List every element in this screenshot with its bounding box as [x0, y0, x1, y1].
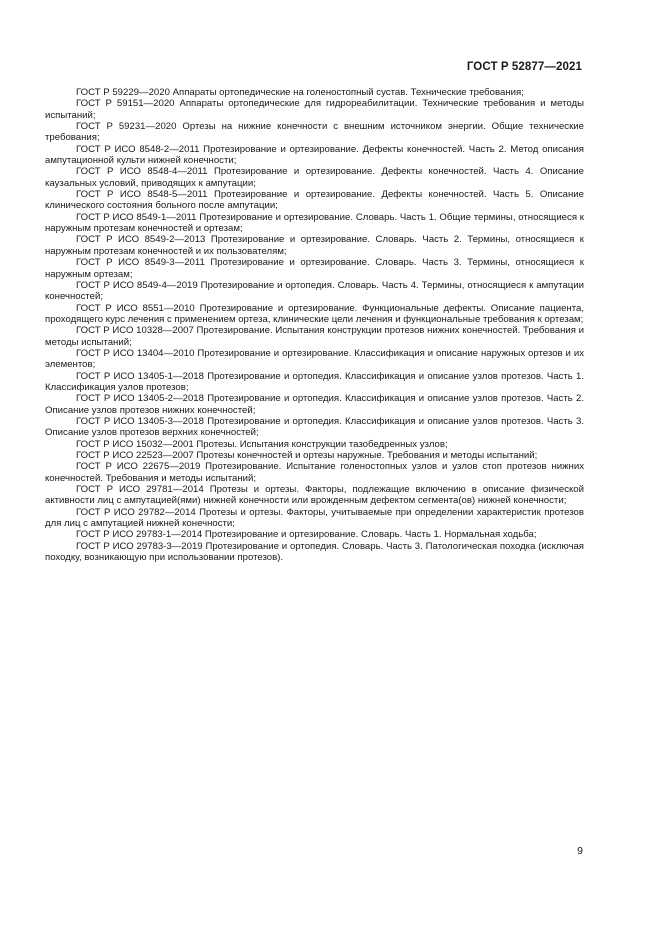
reference-item: ГОСТ Р ИСО 29782—2014 Протезы и ортезы. Факторы, учитываемые при определении характеристик протезов для лиц с ампутацией нижней конечности; — [45, 506, 584, 530]
reference-item: ГОСТ Р ИСО 22675—2019 Протезирование. Испытание голеностопных узлов и узлов стоп протезов нижних конечностей. Требования и методы испытаний; — [45, 461, 584, 484]
reference-item: ГОСТ Р ИСО 15032—2001 Протезы. Испытания конструкции тазобедренных узлов; — [76, 438, 448, 450]
reference-item: ГОСТ Р ИСО 29783-3—2019 Протезирование и ортопедия. Словарь. Часть 3. Патологическая походка (исключая походку, возникающую при использовании протезов). — [45, 540, 584, 564]
reference-item: ГОСТ Р ИСО 13404—2010 Протезирование и ортезирование. Классификация и описание наружных ортезов и их элементов; — [45, 347, 584, 371]
standard-code: ГОСТ Р 52877—2021 — [466, 61, 582, 73]
reference-item: ГОСТ Р ИСО 8548-2—2011 Протезирование и ортезирование. Дефекты конечностей. Часть 2. Метод описания ампутационной культи нижней конечности; — [45, 143, 584, 167]
reference-item: ГОСТ Р 59151—2020 Аппараты ортопедические для гидрореабилитации. Технические требования и методы испытаний; — [45, 98, 584, 121]
reference-item: ГОСТ Р ИСО 8548-5—2011 Протезирование и ортезирование. Дефекты конечностей. Часть 5. Описание клинического состояния больного после ампутации; — [45, 189, 584, 212]
reference-item: ГОСТ Р ИСО 8551—2010 Протезирование и ортезирование. Функциональные дефекты. Описание пациента, проходящего курс лечения с применением ортеза, клинические цели лечения и функциональные требования к ортезам; — [45, 302, 584, 325]
reference-item: ГОСТ Р ИСО 8549-1—2011 Протезирование и ортезирование. Словарь. Часть 1. Общие термины, относящиеся к наружным протезам конечностей и ортезам; — [45, 211, 584, 235]
page-number: 9 — [577, 845, 583, 857]
references-list — [45, 87, 584, 563]
reference-item: ГОСТ Р ИСО 8549-4—2019 Протезирование и ортопедия. Словарь. Часть 4. Термины, относящиеся к ампутации конечностей; — [45, 279, 584, 303]
reference-item: ГОСТ Р ИСО 13405-2—2018 Протезирование и ортопедия. Классификация и описание узлов протезов. Часть 2. Описание узлов протезов нижних конечностей; — [45, 393, 584, 416]
reference-item: ГОСТ Р ИСО 8548-4—2011 Протезирование и ортезирование. Дефекты конечностей. Часть 4. Описание каузальных условий, приводящих к ампутации; — [45, 166, 584, 189]
reference-item: ГОСТ Р 59229—2020 Аппараты ортопедические на голеностопный сустав. Технические требования; — [76, 87, 524, 98]
reference-item: ГОСТ Р ИСО 29783-1—2014 Протезирование и ортезирование. Словарь. Часть 1. Нормальная ходьба; — [76, 529, 537, 541]
reference-item: ГОСТ Р ИСО 29781—2014 Протезы и ортезы. Факторы, подлежащие включению в описание физической активности лиц с ампутацией(ями) нижней конечности или врожденным дефектом сегмента(ов) нижней конечности; — [45, 484, 584, 507]
reference-item: ГОСТ Р 59231—2020 Ортезы на нижние конечности с внешним источником энергии. Общие технические требования; — [45, 121, 584, 144]
reference-item: ГОСТ Р ИСО 8549-3—2011 Протезирование и ортезирование. Словарь. Часть 3. Термины, относящиеся к наружным ортезам; — [45, 257, 584, 280]
reference-item: ГОСТ Р ИСО 13405-1—2018 Протезирование и ортопедия. Классификация и описание узлов протезов. Часть 1. Классификация узлов протезов; — [45, 370, 584, 393]
reference-item: ГОСТ Р ИСО 8549-2—2013 Протезирование и ортезирование. Словарь. Часть 2. Термины, относящиеся к наружным протезам конечностей и их пользователям; — [45, 234, 584, 257]
reference-item: ГОСТ Р ИСО 13405-3—2018 Протезирование и ортопедия. Классификация и описание узлов протезов. Часть 3. Описание узлов протезов верхних конечностей; — [45, 415, 584, 439]
reference-item: ГОСТ Р ИСО 22523—2007 Протезы конечностей и ортезы наружные. Требования и методы испытаний; — [76, 450, 538, 461]
reference-item: ГОСТ Р ИСО 10328—2007 Протезирование. Испытания конструкции протезов нижних конечностей. Требования и методы испытаний; — [45, 325, 584, 348]
